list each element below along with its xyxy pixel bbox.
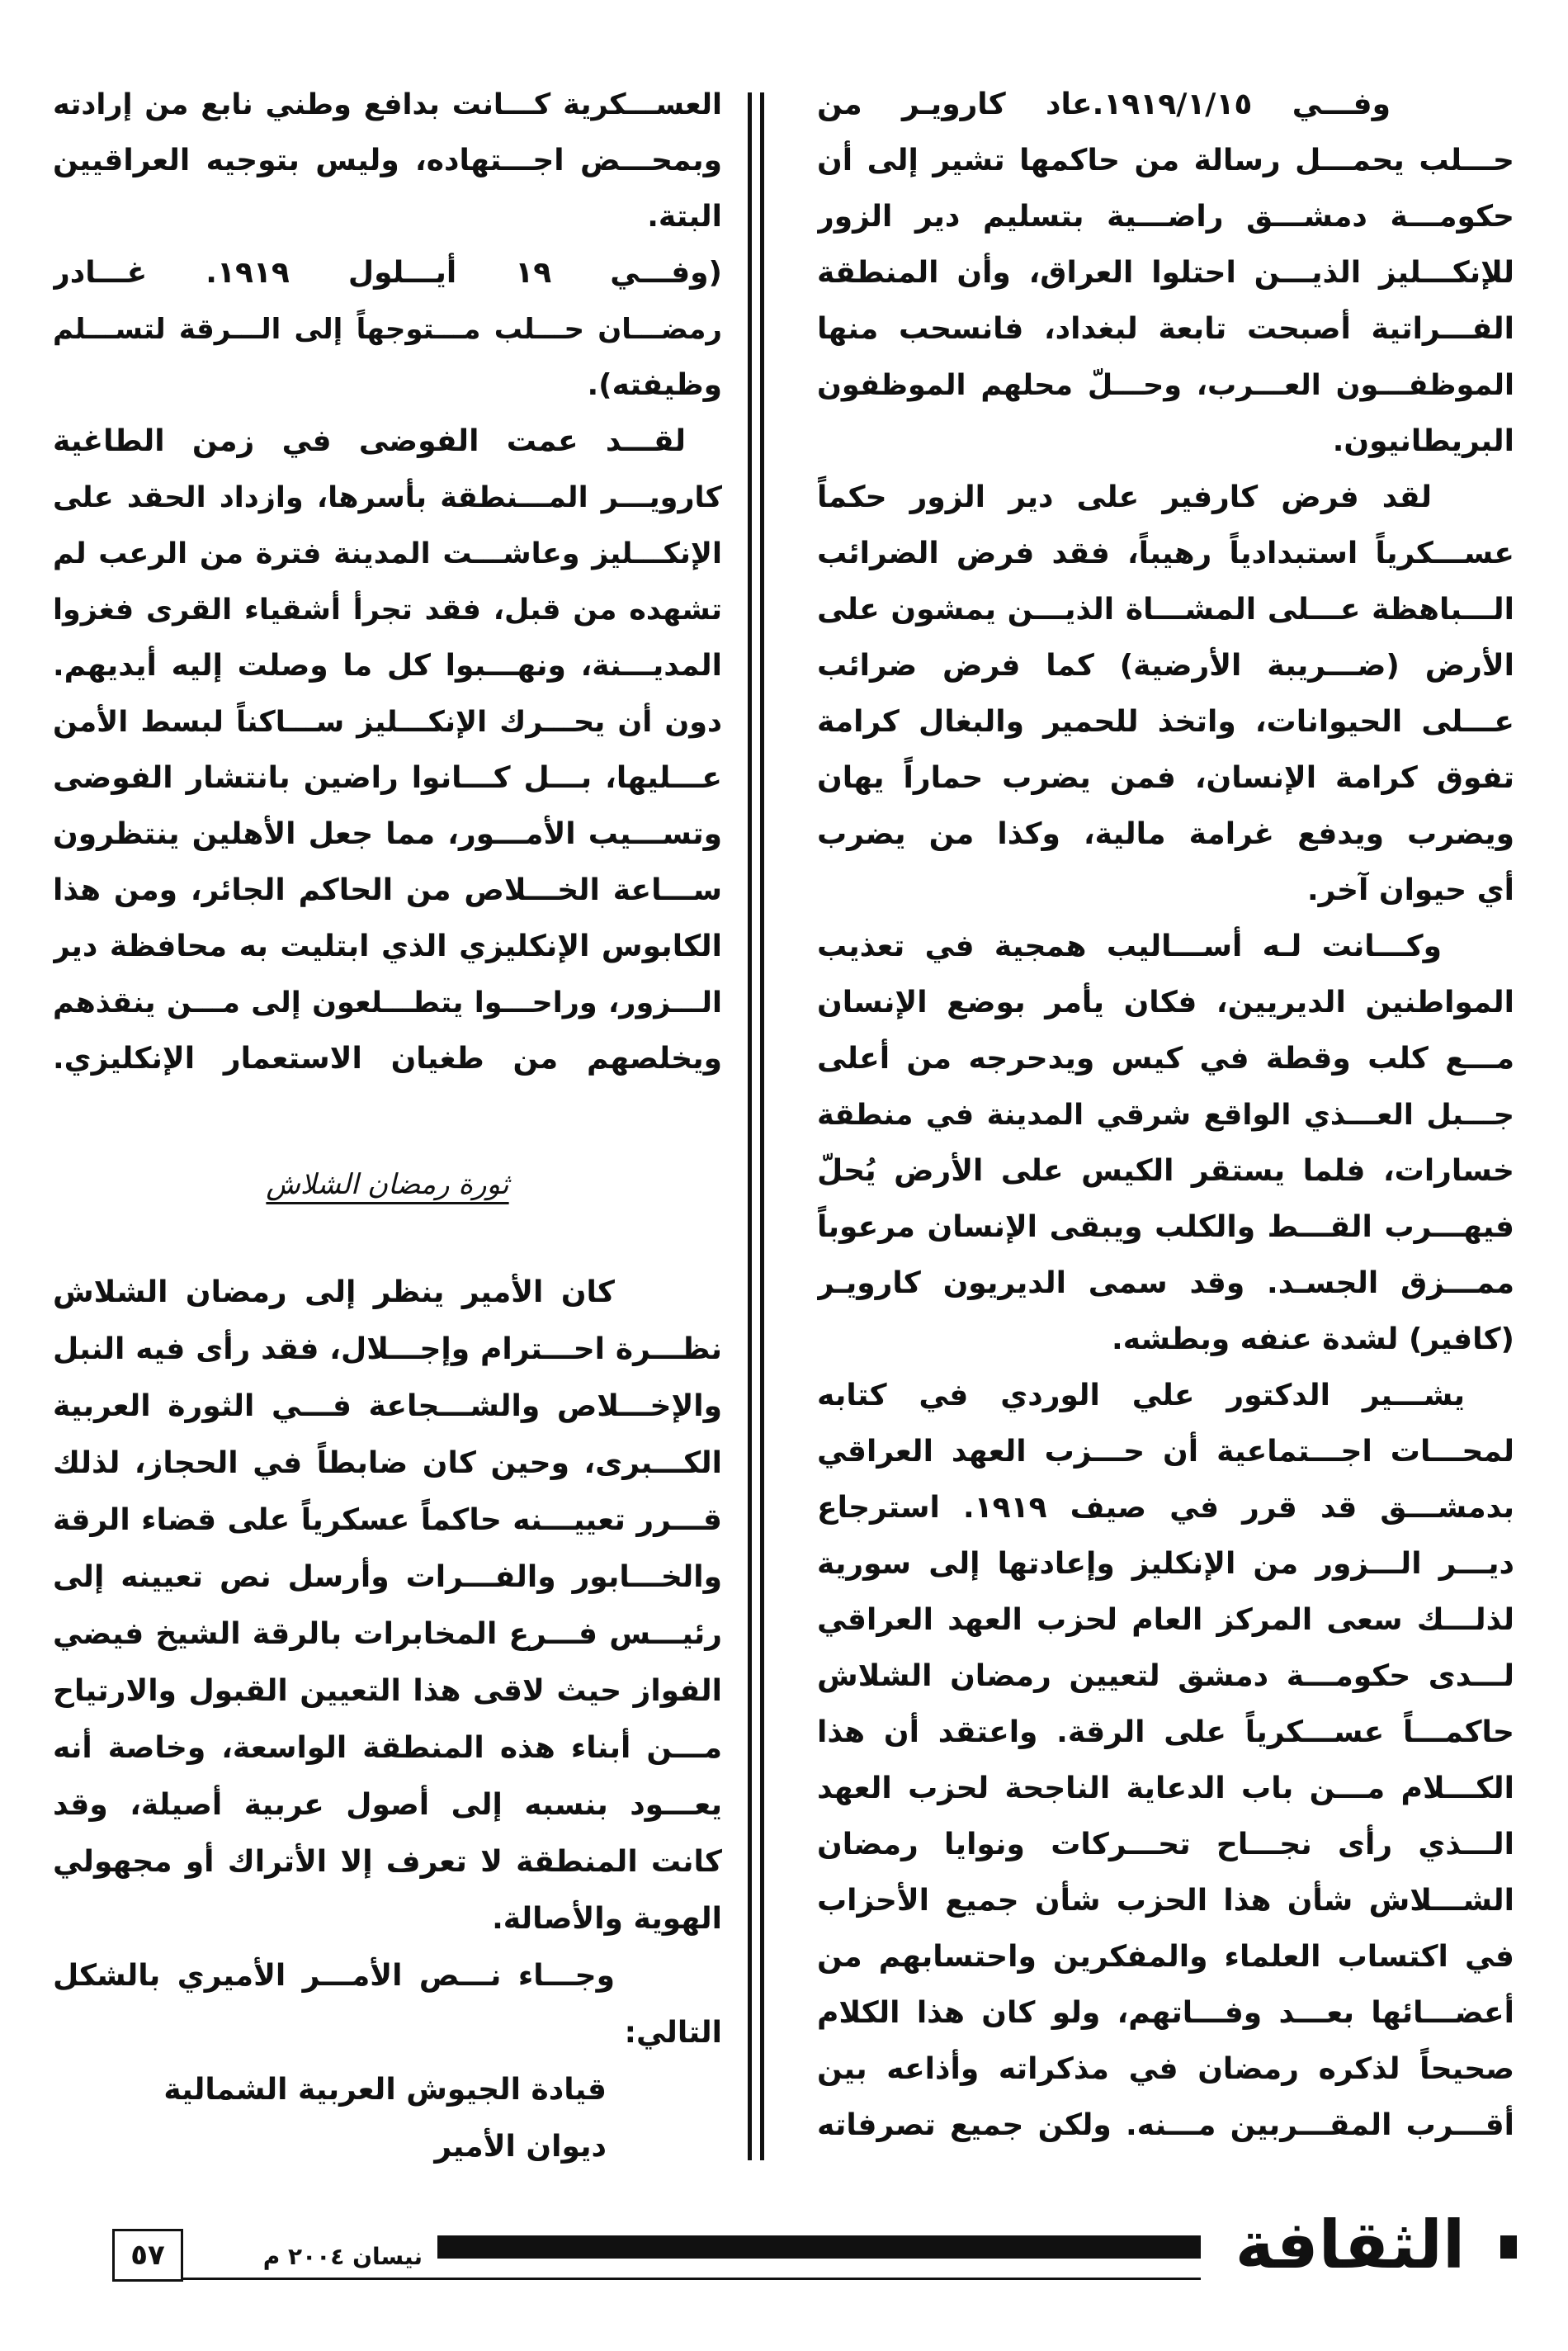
magazine-logo: الثقافة: [1235, 2207, 1466, 2283]
text-line: تفوق كرامة الإنسان، فمن يضرب حماراً يهان: [817, 761, 1514, 795]
text-line: أعضـــائها بعـــد وفـــاتهم، ولو كان هذا الكلام: [817, 1996, 1514, 2030]
text-line: كارويـــر المـــنطقة بأسرها، وازداد الحقد على: [53, 481, 722, 514]
text-line: الهوية والأصالة.: [492, 1902, 722, 1936]
text-line: وجـــاء نـــص الأمـــر الأميري بالشكل: [53, 1959, 615, 1993]
text-line: رمضـــان حـــلب مـــتوجهاً إلى الـــرقة لتســـلم: [53, 313, 722, 346]
text-line: البتة.: [647, 200, 722, 234]
text-line: بدمشـــق قد قرر في صيف ١٩١٩. استرجاع: [817, 1491, 1514, 1525]
text-line: مـــع كلب وقطة في كيس ويدحرجه من أعلى: [817, 1042, 1514, 1076]
column-divider: [748, 92, 752, 2160]
left-column-bottom: [53, 1264, 722, 2175]
text-line: وتســـيب الأمـــور، مما جعل الأهلين ينتظرون: [53, 817, 722, 851]
text-line: ســـاعة الخـــلاص من الحاكم الجائر، ومن هذا: [53, 873, 722, 907]
text-line: دون أن يحـــرك الإنكـــليز ســـاكناً لبسط الأمن: [53, 706, 722, 739]
text-line: المواطنين الديريين، فكان يأمر بوضع الإنسان: [817, 986, 1514, 1019]
text-line: لذلـــك سعى المركز العام لحزب العهد العراقي: [817, 1603, 1514, 1637]
issue-date: نيسان ٢٠٠٤ م: [262, 2243, 423, 2270]
text-line: عـــليها، بـــل كـــانوا راضين بانتشار الفوضى: [53, 761, 722, 795]
footer-bar-end: [1500, 2235, 1517, 2259]
text-line: حكومـــة دمشـــق راضـــية بتسليم دير الزور: [817, 200, 1514, 234]
text-line: كان الأمير ينظر إلى رمضان الشلاش: [53, 1275, 615, 1309]
text-line: (وفـــي ١٩ أيـــلول ١٩١٩. غـــادر: [53, 256, 722, 290]
right-column: [817, 77, 1514, 2154]
text-line: البريطانيون.: [1332, 424, 1514, 458]
footer-bar: [437, 2235, 1201, 2259]
text-line: جـــبل العـــذي الواقع شرقي المدينة في منطقة: [817, 1099, 1514, 1132]
text-line: الكابوس الإنكليزي الذي ابتليت به محافظة دير: [53, 930, 722, 963]
column-divider: [760, 92, 764, 2160]
text-line: ويضرب ويدفع غرامة مالية، وكذا من يضرب: [817, 817, 1514, 851]
section-heading-wrap: [53, 1157, 722, 1213]
section-heading: ثورة رمضان الشلاش: [266, 1168, 509, 1201]
text-line: الـــذي رأى نجـــاح تحـــركات ونوايا رمضان: [817, 1828, 1514, 1861]
text-line: عســـكرياً استبدادياً رهيباً، فقد فرض الضرائب: [817, 537, 1514, 570]
text-line: لـــدى حكومـــة دمشق لتعيين رمضان الشلاش: [817, 1659, 1514, 1693]
text-line: (كافير) لشدة عنفه وبطشه.: [1112, 1322, 1514, 1356]
text-line: ديوان الأمير: [434, 2130, 607, 2164]
text-line: كانت المنطقة لا تعرف إلا الأتراك أو مجهولي: [53, 1845, 722, 1879]
text-line: قيادة الجيوش العربية الشمالية: [163, 2073, 607, 2107]
page-number: ٥٧: [112, 2229, 183, 2282]
text-line: وظيفته).: [587, 368, 722, 402]
text-line: لقد فرض كارفير على دير الزور حكماً: [817, 480, 1432, 514]
text-line: أي حيوان آخر.: [1306, 873, 1514, 907]
text-line: لمحـــات اجـــتماعية أن حـــزب العهد العراقي: [817, 1435, 1514, 1469]
text-line: الموظفـــون العـــرب، وحـــلّ محلهم الموظفون: [817, 369, 1514, 402]
text-line: فيهـــرب القـــط والكلب ويبقى الإنسان مرعوباً: [817, 1210, 1514, 1244]
text-line: تشهده من قبل، فقد تجرأ أشقياء القرى فغزوا: [53, 594, 722, 627]
text-line: والإخـــلاص والشـــجاعة فـــي الثورة العربية: [53, 1389, 722, 1423]
text-line: الكـــلام مـــن باب الدعاية الناجحة لحزب العهد: [817, 1772, 1514, 1805]
text-line: مـــن أبناء هذه المنطقة الواسعة، وخاصة أنه: [53, 1731, 722, 1765]
text-line: الشـــلاش شأن هذا الحزب شأن جميع الأحزاب: [817, 1884, 1514, 1918]
text-line: الفـــراتية أصبحت تابعة لبغداد، فانسحب منها: [817, 312, 1514, 346]
text-line: ممـــزق الجسـد. وقد سمى الديريون كارويـر: [817, 1266, 1514, 1300]
text-line: قـــرر تعييـــنه حاكماً عسكرياً على قضاء الرقة: [53, 1503, 722, 1537]
text-line: وكـــانت لـه أســـاليب همجية في تعذيب: [817, 930, 1442, 963]
text-line: الإنكـــليز وعاشـــت المدينة فترة من الرعب لم: [53, 537, 722, 570]
text-line: الكـــبرى، وحين كان ضابطاً في الحجاز، لذلك: [53, 1446, 722, 1480]
text-line: وبمحـــض اجـــتهاده، وليس بتوجيه العراقيين: [53, 144, 722, 177]
text-line: الأرض (ضـــريبة الأرضية) كما فرض ضرائب: [817, 649, 1514, 683]
text-line: عـــلى الحيوانات، واتخذ للحمير والبغال كرامة: [817, 705, 1514, 739]
footer-rule: [181, 2278, 1201, 2280]
text-line: المديـــنة، ونهـــبوا كل ما وصلت إليه أيديهم.: [53, 649, 722, 683]
text-line: والخـــابور والفـــرات وأرسل نص تعيينه إلى: [53, 1560, 722, 1594]
text-line: لقـــد عمت الفوضى في زمن الطاغية: [53, 424, 686, 458]
text-line: في اكتساب العلماء والمفكرين واحتسابهم من: [817, 1940, 1514, 1974]
text-line: ديـــر الـــزور من الإنكليز وإعادتها إلى سورية: [817, 1547, 1514, 1581]
text-line: صحيحاً لذكره رمضان في مذكراته وأذاعه بين: [817, 2052, 1514, 2086]
text-line: نظـــرة احـــترام وإجـــلال، فقد رأى فيه النبل: [53, 1332, 722, 1366]
text-line: التالي:: [624, 2016, 722, 2050]
text-line: الـــباهظة عـــلى المشـــاة الذيـــن يمشون على: [817, 593, 1514, 627]
text-line: حاكمـــاً عســـكرياً على الرقة. واعتقد أن هذا: [817, 1715, 1514, 1749]
text-line: الفواز حيث لاقى هذا التعيين القبول والارتياح: [53, 1674, 722, 1708]
text-line: يعـــود بنسبه إلى أصول عربية أصيلة، وقد: [53, 1788, 722, 1822]
text-line: الـــزور، وراحـــوا يتطـــلعون إلى مـــن ينقذهم: [53, 986, 722, 1019]
text-line: ويخلصهم من طغيان الاستعمار الإنكليزي.: [53, 1042, 722, 1076]
text-line: للإنكـــليز الذيـــن احتلوا العراق، وأن المنطقة: [817, 256, 1514, 290]
text-line: حـــلب يحمـــل رسالة من حاكمها تشير إلى أن: [817, 144, 1514, 177]
left-column-top: [53, 77, 722, 1087]
text-line: رئيـــس فـــرع المخابرات بالرقة الشيخ فيضي: [53, 1617, 722, 1651]
text-line: يشـــير الدكتور علي الوردي في كتابه: [817, 1379, 1465, 1412]
text-line: وفـــي ١٩١٩/١/١٥.عاد كارويـر من: [817, 88, 1391, 121]
text-line: خسارات، فلما يستقر الكيس على الأرض يُحلّ: [817, 1154, 1514, 1188]
text-line: العســـكرية كـــانت بدافع وطني نابع من إرادته: [53, 88, 722, 121]
text-line: أقـــرب المقـــربين مـــنه. ولكن جميع تصرفاته: [817, 2108, 1514, 2142]
